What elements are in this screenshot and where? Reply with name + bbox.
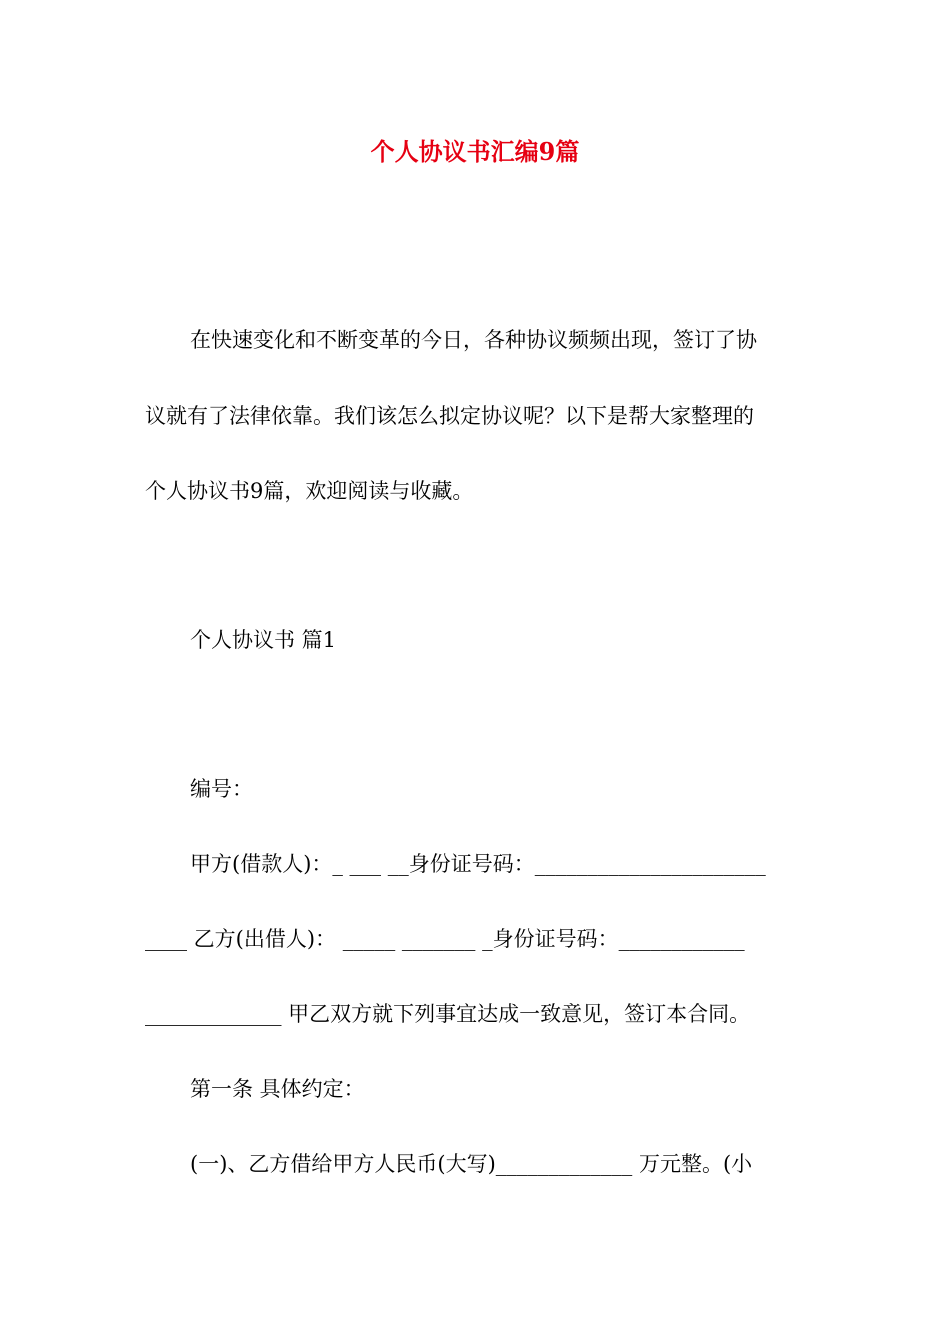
document-title: 个人协议书汇编9篇 — [370, 137, 580, 166]
agreement-line: _____________ 甲乙双方就下列事宜达成一致意见，签订本合同。 — [145, 1002, 751, 1026]
loan-amount-line: (一)、乙方借给甲方人民币(大写)_____________ 万元整。(小 — [190, 1152, 753, 1176]
intro-line-1: 在快速变化和不断变革的今日，各种协议频频出现，签订了协 — [190, 328, 757, 352]
section-heading: 个人协议书 篇1 — [190, 628, 337, 652]
party-a-line: 甲方(借款人)：_ ___ __身份证号码：______________________ — [190, 852, 766, 876]
article-one-heading: 第一条 具体约定： — [190, 1077, 365, 1101]
intro-line-3: 个人协议书9篇，欢迎阅读与收藏。 — [145, 479, 474, 503]
intro-line-2: 议就有了法律依靠。我们该怎么拟定协议呢？以下是帮大家整理的 — [145, 404, 754, 428]
party-b-line: ____ 乙方(出借人)： _____ _______ _身份证号码：____________ — [145, 927, 745, 951]
serial-number-label: 编号： — [190, 777, 253, 801]
